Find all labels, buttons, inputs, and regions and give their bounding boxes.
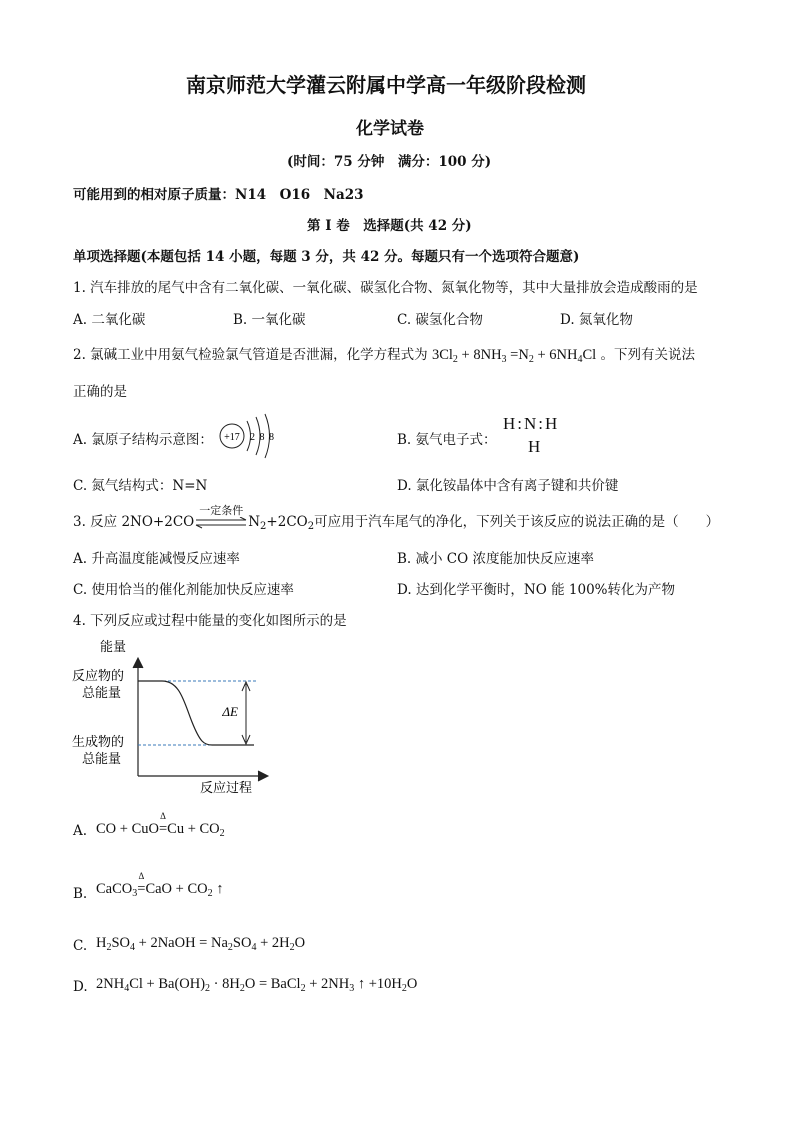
- product-label-2: 总能量: [82, 752, 122, 767]
- q4-option-b-equation: CaCO$_3$ Δ $=CaO + CO_2$ ↑: [96, 871, 224, 899]
- reaction-condition: 一定条件: [199, 504, 244, 517]
- q4-option-d-label: D.: [73, 979, 88, 995]
- q2-eq-part: =N: [506, 347, 529, 363]
- x-axis-label: 反应过程: [200, 781, 253, 796]
- atomic-mass-info: 可能用到的相对原子质量：N14 O16 Na23: [73, 187, 364, 203]
- y-axis-label: 能量: [100, 640, 127, 655]
- q2-stem-text: 2. 氯碱工业中用氨气检验氯气管道是否泄漏，化学方程式为: [73, 347, 432, 363]
- q4-stem: 4. 下列反应或过程中能量的变化如图所示的是: [73, 613, 347, 629]
- delta-symbol: Δ: [160, 811, 166, 821]
- reactant-label-2: 总能量: [82, 686, 122, 701]
- heat-equals: Δ =: [137, 871, 146, 897]
- q1-option-a: A. 二氧化碳: [73, 312, 146, 328]
- q1-option-b: B. 一氧化碳: [233, 312, 306, 328]
- q1-option-d: D. 氮氧化物: [560, 312, 633, 328]
- q2-option-a: A. 氯原子结构示意图：: [73, 432, 213, 448]
- q4-b-lhs: CaCO: [96, 881, 133, 897]
- q2-option-c: C. 氮气结构式：N=N: [73, 478, 208, 494]
- q4-a-rhs: Cu + CO: [167, 821, 220, 837]
- section-heading: 第 I 卷 选择题(共 42 分): [307, 218, 472, 234]
- q4-option-a-equation: CO + CuO Δ $=Cu + CO_2$: [96, 811, 225, 839]
- q3-stem-tail: 可应用于汽车尾气的净化，下列关于该反应的说法正确的是（ ）: [314, 514, 720, 530]
- q2-eq-part: Cl: [582, 347, 597, 363]
- subject-title: 化学试卷: [356, 119, 424, 139]
- q3-option-b: B. 减小 CO 浓度能加快反应速率: [397, 551, 594, 567]
- reactant-label-1: 反应物的: [72, 669, 125, 684]
- ammonia-bottom-h: H: [528, 437, 541, 456]
- q4-option-a-label: A.: [73, 823, 88, 839]
- delta-e-label: ΔE: [222, 704, 238, 719]
- q2-option-d: D. 氯化铵晶体中含有离子键和共价键: [397, 478, 619, 494]
- q4-c-part: H: [96, 935, 107, 951]
- electron-shells: 2 8 8: [250, 432, 274, 443]
- q2-eq-part: 3Cl: [431, 347, 453, 363]
- product-label-1: 生成物的: [72, 735, 125, 750]
- instructions: 单项选择题(本题包括 14 小题，每题 3 分，共 42 分。每题只有一个选项符合题意): [73, 249, 580, 265]
- q3-option-c: C. 使用恰当的催化剂能加快反应速率: [73, 582, 294, 598]
- q4-b-rhs: CaO + CO: [145, 881, 208, 897]
- time-info: (时间：75 分钟 满分：100 分): [287, 154, 492, 170]
- q2-option-b: B. 氨气电子式：: [397, 432, 497, 448]
- q2-stem-tail: 。下列有关说法: [596, 347, 695, 363]
- q1-option-c: C. 碳氢化合物: [397, 312, 483, 328]
- nucleus-charge: +17: [224, 432, 240, 443]
- chlorine-atom-diagram: [214, 413, 278, 459]
- q3-stem-part: N: [248, 514, 261, 530]
- q4-option-d-equation: $2NH_4Cl + Ba(OH)_2 \cdot 8H_2O$ = BaCl$_2$ + $2NH_3$ ↑ $+10H_2O$: [96, 976, 418, 994]
- q2-equation: $3Cl_2 + 8NH_3 =N_2 + 6NH_4Cl$: [431, 347, 597, 365]
- q4-option-b-label: B.: [73, 886, 88, 902]
- q4-option-c-equation: $H_2SO_4$ + 2NaOH = $Na_2SO_4 + 2H_2O$: [96, 935, 306, 953]
- energy-diagram: [70, 632, 280, 797]
- q3-stem-part: +2CO: [266, 514, 308, 530]
- q4-option-c-label: C.: [73, 938, 88, 954]
- heat-equals: Δ =: [158, 811, 168, 837]
- delta-symbol: Δ: [138, 871, 145, 881]
- q3-option-a: A. 升高温度能减慢反应速率: [73, 551, 240, 567]
- q2-eq-part: + 8NH: [457, 347, 502, 363]
- ammonia-top-row: H:N:H: [503, 414, 560, 433]
- q1-stem: 1. 汽车排放的尾气中含有二氧化碳、一氧化碳、碳氢化合物、氮氧化物等，其中大量排放会造成酸雨的是: [73, 280, 698, 296]
- q2-stem: [73, 343, 695, 364]
- q3-option-d: D. 达到化学平衡时，NO 能 100%转化为产物: [397, 582, 675, 598]
- equilibrium-arrow: [194, 504, 248, 530]
- q2-eq-part: + 6NH: [533, 347, 578, 363]
- q4-a-lhs: CO + CuO: [96, 821, 159, 837]
- q2-stem-line2: 正确的是: [73, 384, 127, 400]
- ammonia-electron-formula: [503, 414, 559, 434]
- q3-stem: 3. 反应 2NO+2CO 一定条件 $N_2+2CO_2$可应用于汽车尾气的净化，下列关于该反应的说法正确的是（ ）: [73, 504, 720, 532]
- q3-stem-text: 3. 反应 2NO+2CO: [73, 514, 195, 530]
- page-title: 南京师范大学灌云附属中学高一年级阶段检测: [186, 73, 586, 97]
